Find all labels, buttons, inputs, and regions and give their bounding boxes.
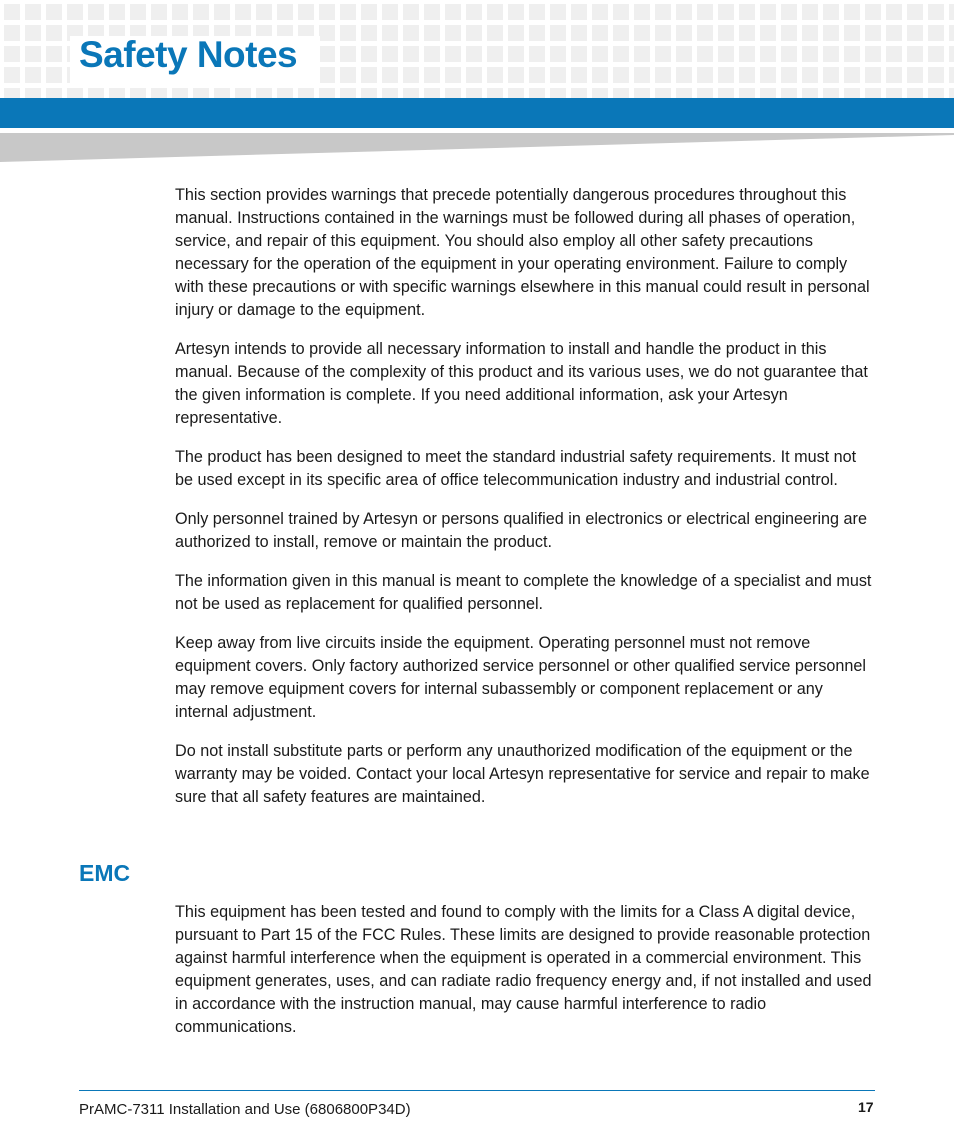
header-gray-swoosh — [0, 133, 954, 163]
safety-paragraph-7: Do not install substitute parts or perform any unauthorized modification of the equipment or the warranty may be voided. Contact your local Artesyn representative for service and repair to make sure that all safety features are maintained. — [175, 742, 870, 806]
safety-paragraph-2: Artesyn intends to provide all necessary information to install and handle the product in this manual. Because of the complexity of this product and its various uses, we do not guarantee that the given information is complete. If you need additional information, ask your Artesyn representative. — [175, 340, 868, 427]
safety-paragraph-1: This section provides warnings that precede potentially dangerous procedures throughout this manual. Instructions contained in the warnings must be followed during all phases of operation, service, and repair of this equipment. You should also employ all other safety precautions necessary for the operation of the equipment in your operating environment. Failure to comply with these precautions or with specific warnings elsewhere in this manual could result in personal injury or damage to the equipment. — [175, 186, 870, 319]
safety-paragraph-5: The information given in this manual is meant to complete the knowledge of a specialist and must not be used as replacement for qualified personnel. — [175, 572, 872, 613]
safety-notes-body — [175, 184, 875, 825]
footer-document-title: PrAMC-7311 Installation and Use (6806800P34D) — [79, 1101, 411, 1118]
footer-divider — [79, 1090, 875, 1091]
emc-body — [175, 901, 875, 1039]
emc-paragraph: This equipment has been tested and found to comply with the limits for a Class A digital device, pursuant to Part 15 of the FCC Rules. These limits are designed to provide reasonable protection against harmful interference when the equipment is operated in a commercial environment. This equipment generates, uses, and can radiate radio frequency energy and, if not installed and used in accordance with the instruction manual, may cause harmful interference to radio communications. — [175, 903, 872, 1036]
emc-heading: EMC — [79, 860, 131, 886]
safety-paragraph-6: Keep away from live circuits inside the equipment. Operating personnel must not remove equipment covers. Only factory authorized service personnel or other qualified service personnel may remove equipment covers for internal subassembly or component replacement or any internal adjustment. — [175, 634, 867, 721]
header-blue-band — [0, 98, 954, 128]
safety-paragraph-4: Only personnel trained by Artesyn or persons qualified in electronics or electrical engineering are authorized to install, remove or maintain the product. — [175, 510, 867, 551]
page-title: Safety Notes — [79, 34, 298, 75]
safety-paragraph-3: The product has been designed to meet the standard industrial safety requirements. It must not be used except in its specific area of office telecommunication industry and industrial control. — [175, 448, 857, 489]
page-number: 17 — [858, 1099, 874, 1115]
